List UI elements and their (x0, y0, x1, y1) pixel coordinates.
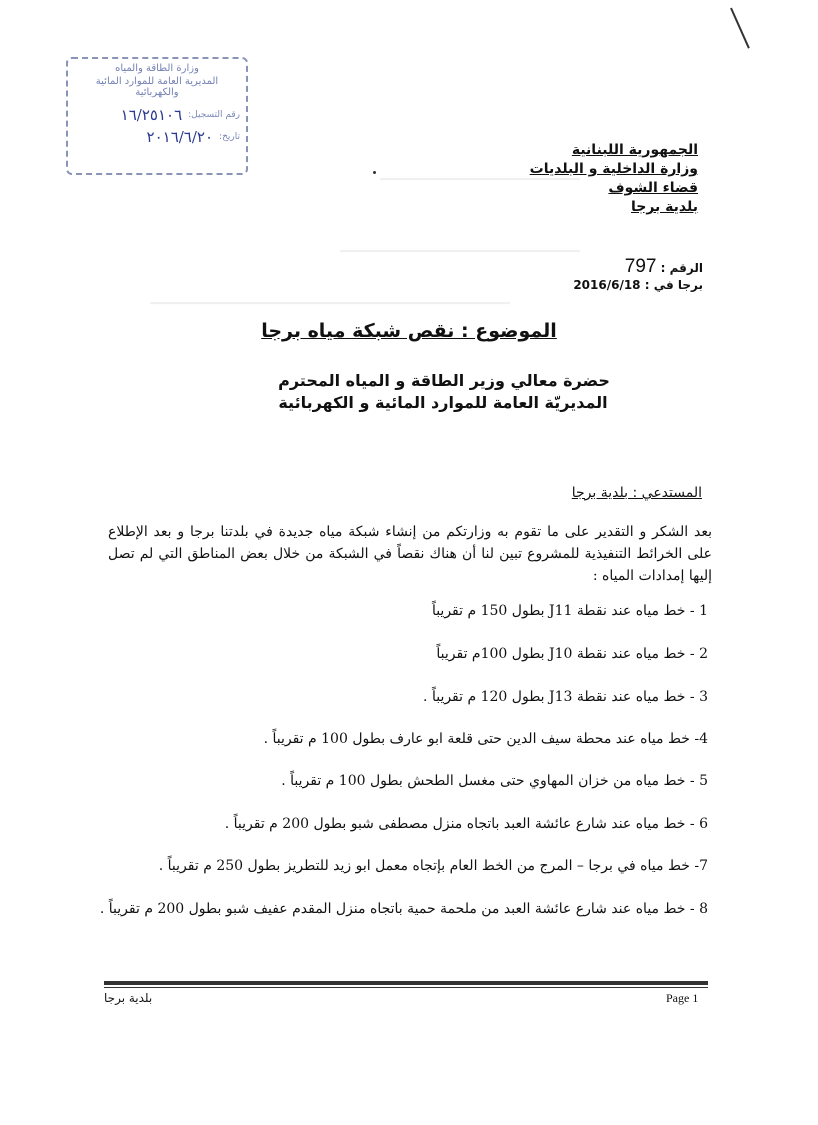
bleed-through-text: ▁▁▁▁▁▁▁▁▁▁▁▁▁▁▁▁▁▁▁▁ (380, 166, 580, 181)
list-item: 3 - خط مياه عند نقطة J13 بطول 120 م تقريباً . (423, 689, 708, 705)
registration-stamp (66, 57, 248, 175)
footer-rule-thick (104, 981, 708, 985)
stamp-ministry: وزارة الطاقة والمياه (115, 63, 199, 74)
reference-block (573, 258, 703, 294)
footer-municipality: بلدية برجا (104, 991, 153, 1005)
stamp-date-row (74, 128, 240, 146)
list-item: 8 - خط مياه عند شارع عائشة العبد من ملحمة حمية باتجاه منزل المقدم عفيف شبو بطول 200 م تقريباً . (99, 901, 708, 917)
pen-stroke-mark (730, 8, 750, 49)
footer-page-number: Page 1 (666, 991, 699, 1005)
stamp-reg-label: رقم التسجيل: (188, 110, 240, 120)
list-item: 1 - خط مياه عند نقطة J11 بطول 150 م تقريباً (431, 603, 708, 619)
reference-number: 797 (624, 256, 657, 277)
list-item: 7- خط مياه في برجا – المرج من الخط العام بإتجاه معمل ابو زيد للتطريز بطول 250 م تقريباً . (158, 858, 708, 874)
list-item: 2 - خط مياه عند نقطة J10 بطول 100م تقريباً (436, 646, 708, 662)
intro-paragraph: بعد الشكر و التقدير على ما تقوم به وزارتكم من إنشاء شبكة مياه جديدة في بلدتنا برجا و بعد الإطلاع على الخرائط التنفيذية للمشروع تبين لنا أن هناك نقصاً في الشبكة من خلال بعض المناطق التي لم تصل إليها إمدادات المياه : (108, 524, 712, 584)
stamp-reg-value: ١٦/٢٥١٠٦ (120, 106, 183, 124)
letterhead-municipality: بلدية برجا (631, 199, 698, 215)
reference-number-label: الرقم : (660, 261, 703, 275)
addressee-minister: حضرة معالي وزير الطاقة و المياه المحترم (278, 371, 610, 390)
letterhead (530, 141, 698, 217)
stamp-directorate: المديرية العامة للموارد المائية والكهربائية (95, 76, 219, 98)
bleed-through-text: ▁▁▁▁▁▁▁▁▁▁▁▁▁▁▁▁▁▁▁▁▁▁▁▁ (340, 238, 580, 253)
addressee-directorate: المديريّة العامة للموارد المائية و الكهربائية (278, 393, 608, 412)
stamp-date-label: تاريخ: (219, 132, 240, 142)
reference-date-row (573, 277, 703, 294)
footer-rule-thin (104, 987, 708, 988)
letterhead-ministry: وزارة الداخلية و البلديات (529, 161, 698, 177)
subject-line: الموضوع : نقص شبكة مياه برجا (261, 320, 557, 342)
list-item: 5 - خط مياه من خزان المهاوي حتى مغسل الطحش بطول 100 م تقريباً . (281, 773, 708, 789)
reference-date: 2016/6/18 (573, 278, 641, 292)
bleed-through-text: ▁▁▁▁▁▁▁▁▁▁▁▁▁▁▁▁▁▁▁▁▁▁▁▁▁▁▁▁▁▁▁▁▁▁▁▁ (150, 290, 510, 305)
list-item: 6 - خط مياه عند شارع عائشة العبد باتجاه منزل مصطفى شبو بطول 200 م تقريباً . (224, 816, 708, 832)
requester-line: المستدعي : بلدية برجا (571, 485, 702, 501)
reference-number-row (573, 258, 703, 277)
stamp-date-value: ٢٠١٦/٦/٢٠ (146, 128, 214, 146)
list-item: 4- خط مياه عند محطة سيف الدين حتى قلعة ابو عارف بطول 100 م تقريباً . (263, 731, 708, 747)
stamp-reg-row (74, 106, 240, 124)
letterhead-district: قضاء الشوف (608, 180, 698, 196)
letterhead-republic: الجمهورية اللبنانية (571, 142, 698, 158)
ink-dot (373, 171, 376, 174)
reference-date-label: برجا في : (644, 278, 703, 292)
addressee-block (0, 370, 818, 414)
